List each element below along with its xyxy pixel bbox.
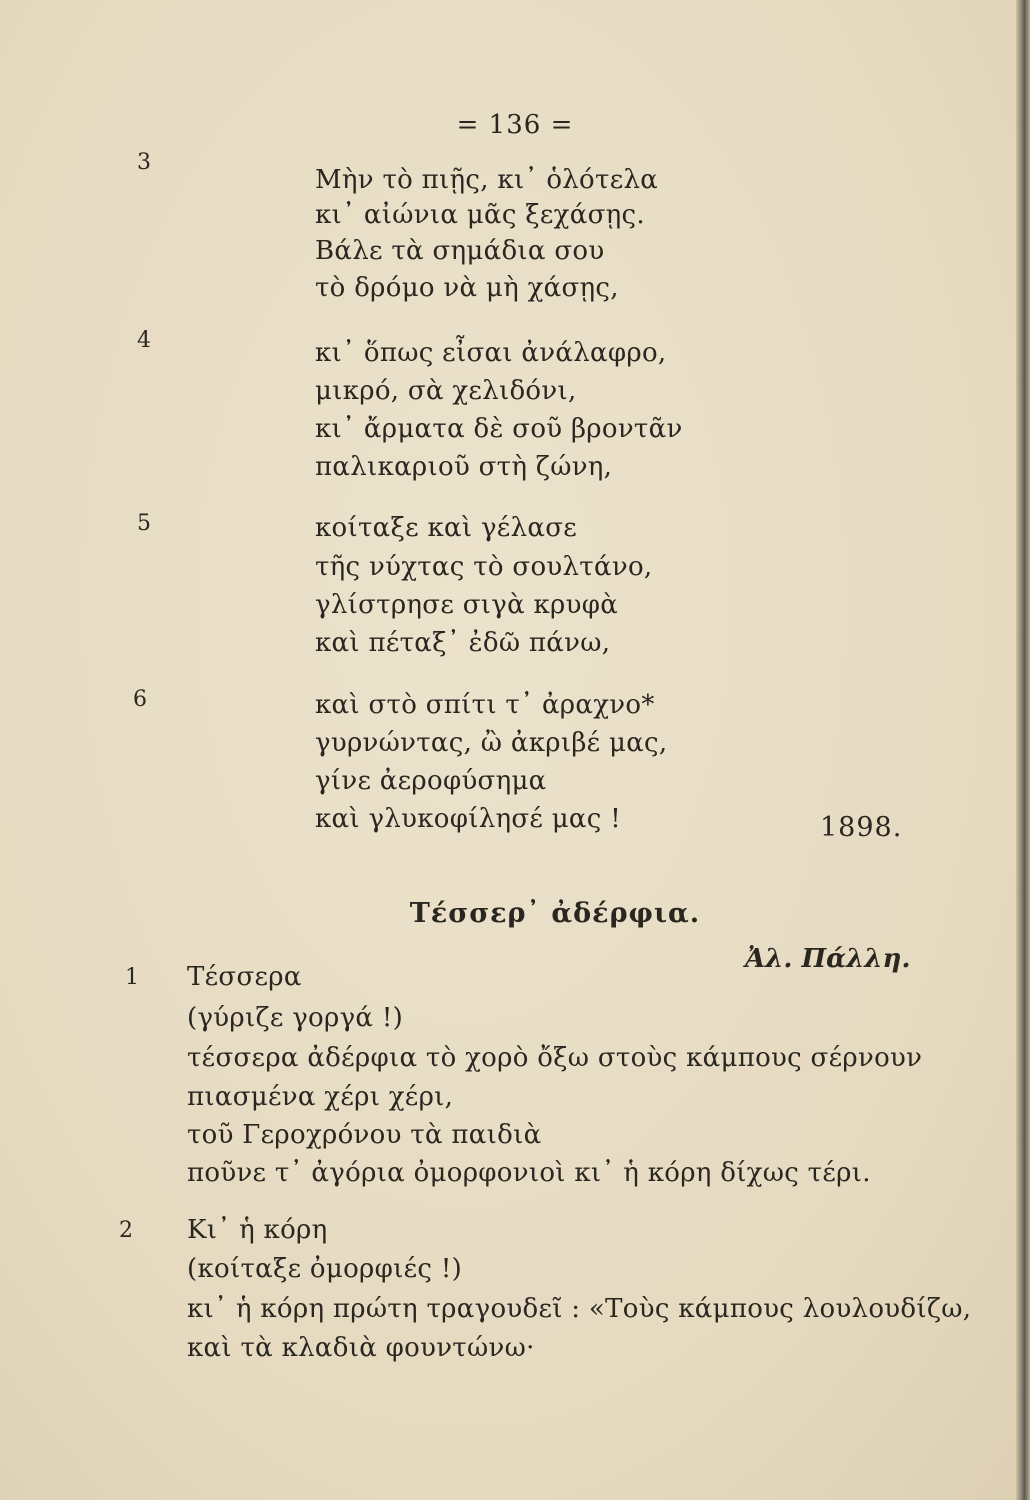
stanza-number: 1	[125, 965, 139, 990]
stanza-number: 4	[137, 328, 151, 353]
page-number: = 136 =	[456, 110, 574, 140]
verse-line: Μὴν τὸ πιῇς, κι᾽ ὁλότελα	[315, 165, 659, 195]
verse-line: τέσσερα ἀδέρφια τὸ χορὸ ὄξω στοὺς κάμπους σέρνουν	[187, 1043, 923, 1073]
verse-line: κι᾽ ὅπως εἶσαι ἀνάλαφρο,	[315, 338, 667, 368]
page-edge	[1016, 0, 1030, 1500]
verse-line: Τέσσερα	[187, 962, 302, 992]
verse-line: (γύριζε γοργά !)	[187, 1003, 404, 1033]
verse-line: καὶ γλυκοφίλησέ μας !	[315, 804, 621, 834]
poem-title: Τέσσερ᾽ ἀδέρφια.	[409, 898, 701, 929]
verse-line: κι᾽ ἄρματα δὲ σοῦ βροντᾶν	[315, 414, 683, 444]
verse-line: Βάλε τὰ σημάδια σου	[315, 236, 605, 266]
verse-line: καὶ πέταξ᾽ ἐδῶ πάνω,	[315, 628, 611, 658]
poem-date: 1898.	[820, 812, 903, 843]
verse-line: τὸ δρόμο νὰ μὴ χάσῃς,	[315, 273, 619, 303]
verse-line: καὶ στὸ σπίτι τ᾽ ἀραχνο*	[315, 690, 655, 720]
verse-line: καὶ τὰ κλαδιὰ φουντώνω·	[187, 1333, 535, 1363]
verse-line: Κι᾽ ἡ κόρη	[187, 1215, 328, 1245]
verse-line: γλίστρησε σιγὰ κρυφὰ	[315, 590, 619, 620]
verse-line: κοίταξε καὶ γέλασε	[315, 513, 578, 543]
verse-line: (κοίταξε ὀμορφιές !)	[187, 1254, 463, 1284]
verse-line: κι᾽ αἰώνια μᾶς ξεχάσῃς.	[315, 200, 645, 230]
verse-line: πιασμένα χέρι χέρι,	[187, 1082, 454, 1112]
verse-line: τοῦ Γεροχρόνου τὰ παιδιὰ	[187, 1120, 542, 1150]
stanza-number: 6	[133, 687, 147, 712]
stanza-number: 2	[119, 1218, 133, 1243]
verse-line: γίνε ἀεροφύσημα	[315, 766, 547, 796]
verse-line: μικρό, σὰ χελιδόνι,	[315, 376, 577, 406]
verse-line: γυρνώντας, ὢ ἀκριβέ μας,	[315, 728, 668, 758]
verse-line: ποῦνε τ᾽ ἀγόρια ὀμορφονιοὶ κι᾽ ἡ κόρη δίχως τέρι.	[187, 1158, 871, 1188]
stanza-number: 5	[137, 511, 151, 536]
poem-author: Ἀλ. Πάλλη.	[745, 944, 911, 974]
verse-line: παλικαριοῦ στὴ ζώνη,	[315, 452, 613, 482]
verse-line: κι᾽ ἡ κόρη πρώτη τραγουδεῖ : «Τοὺς κάμπους λουλουδίζω,	[187, 1294, 972, 1324]
verse-line: τῆς νύχτας τὸ σουλτάνο,	[315, 552, 653, 582]
stanza-number: 3	[137, 150, 151, 175]
